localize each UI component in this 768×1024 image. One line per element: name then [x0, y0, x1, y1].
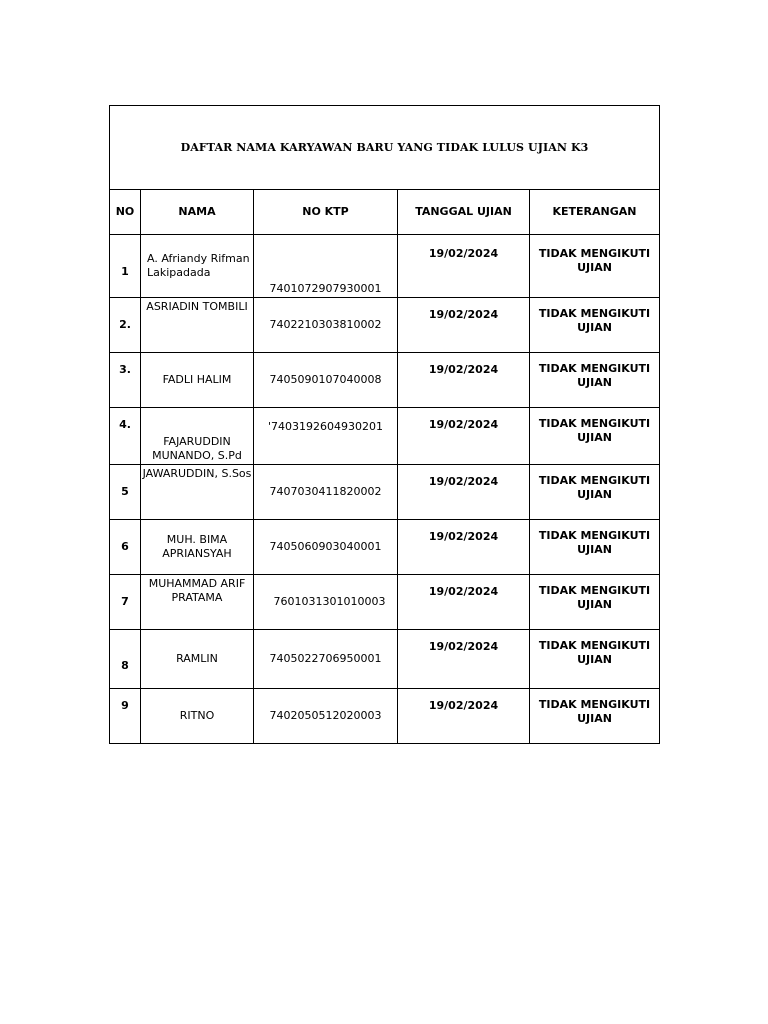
- row-tanggal: 19/02/2024: [398, 689, 530, 744]
- row-tanggal: 19/02/2024: [398, 408, 530, 465]
- row-ktp: 7401072907930001: [254, 235, 398, 298]
- row-nama: MUH. BIMA APRIANSYAH: [141, 520, 254, 575]
- table-row: [110, 298, 660, 353]
- row-no: 6: [110, 520, 141, 575]
- row-ktp: 7405022706950001: [254, 630, 398, 689]
- row-tanggal: 19/02/2024: [398, 353, 530, 408]
- row-no: 4.: [110, 408, 141, 465]
- table-row: [110, 353, 660, 408]
- header-no: NO: [110, 190, 141, 235]
- employee-table: [109, 105, 660, 744]
- document-title: DAFTAR NAMA KARYAWAN BARU YANG TIDAK LULUS UJIAN K3: [110, 106, 660, 190]
- row-keterangan: TIDAK MENGIKUTI UJIAN: [530, 575, 660, 630]
- row-tanggal: 19/02/2024: [398, 465, 530, 520]
- table-row: [110, 630, 660, 689]
- row-tanggal: 19/02/2024: [398, 630, 530, 689]
- row-no: 7: [110, 575, 141, 630]
- row-nama: FAJARUDDIN MUNANDO, S.Pd: [141, 408, 254, 465]
- row-ktp: 7601031301010003: [254, 575, 398, 630]
- header-ktp: NO KTP: [254, 190, 398, 235]
- row-ktp: 7405060903040001: [254, 520, 398, 575]
- row-tanggal: 19/02/2024: [398, 575, 530, 630]
- table-row: [110, 575, 660, 630]
- header-keterangan: KETERANGAN: [530, 190, 660, 235]
- table-row: [110, 235, 660, 298]
- row-nama: ASRIADIN TOMBILI: [141, 298, 254, 353]
- table-row: [110, 408, 660, 465]
- row-nama: FADLI HALIM: [141, 353, 254, 408]
- header-tanggal: TANGGAL UJIAN: [398, 190, 530, 235]
- row-keterangan: TIDAK MENGIKUTI UJIAN: [530, 235, 660, 298]
- row-nama: MUHAMMAD ARIF PRATAMA: [141, 575, 254, 630]
- row-nama: RAMLIN: [141, 630, 254, 689]
- table-row: [110, 465, 660, 520]
- row-nama: JAWARUDDIN, S.Sos: [141, 465, 254, 520]
- row-keterangan: TIDAK MENGIKUTI UJIAN: [530, 298, 660, 353]
- row-tanggal: 19/02/2024: [398, 235, 530, 298]
- row-keterangan: TIDAK MENGIKUTI UJIAN: [530, 630, 660, 689]
- row-no: 8: [110, 630, 141, 689]
- row-keterangan: TIDAK MENGIKUTI UJIAN: [530, 353, 660, 408]
- row-ktp: 7405090107040008: [254, 353, 398, 408]
- row-ktp: 7402210303810002: [254, 298, 398, 353]
- row-tanggal: 19/02/2024: [398, 520, 530, 575]
- row-no: 1: [110, 235, 141, 298]
- row-ktp: 7402050512020003: [254, 689, 398, 744]
- row-keterangan: TIDAK MENGIKUTI UJIAN: [530, 465, 660, 520]
- row-tanggal: 19/02/2024: [398, 298, 530, 353]
- row-no: 9: [110, 689, 141, 744]
- row-ktp: 7407030411820002: [254, 465, 398, 520]
- table-row: [110, 520, 660, 575]
- header-nama: NAMA: [141, 190, 254, 235]
- title-row: [110, 106, 660, 190]
- row-keterangan: TIDAK MENGIKUTI UJIAN: [530, 408, 660, 465]
- row-no: 5: [110, 465, 141, 520]
- row-keterangan: TIDAK MENGIKUTI UJIAN: [530, 520, 660, 575]
- row-no: 2.: [110, 298, 141, 353]
- table-row: [110, 689, 660, 744]
- row-keterangan: TIDAK MENGIKUTI UJIAN: [530, 689, 660, 744]
- row-ktp: '7403192604930201: [254, 408, 398, 465]
- row-no: 3.: [110, 353, 141, 408]
- header-row: [110, 190, 660, 235]
- row-nama: A. Afriandy Rifman Lakipadada: [141, 235, 254, 298]
- row-nama: RITNO: [141, 689, 254, 744]
